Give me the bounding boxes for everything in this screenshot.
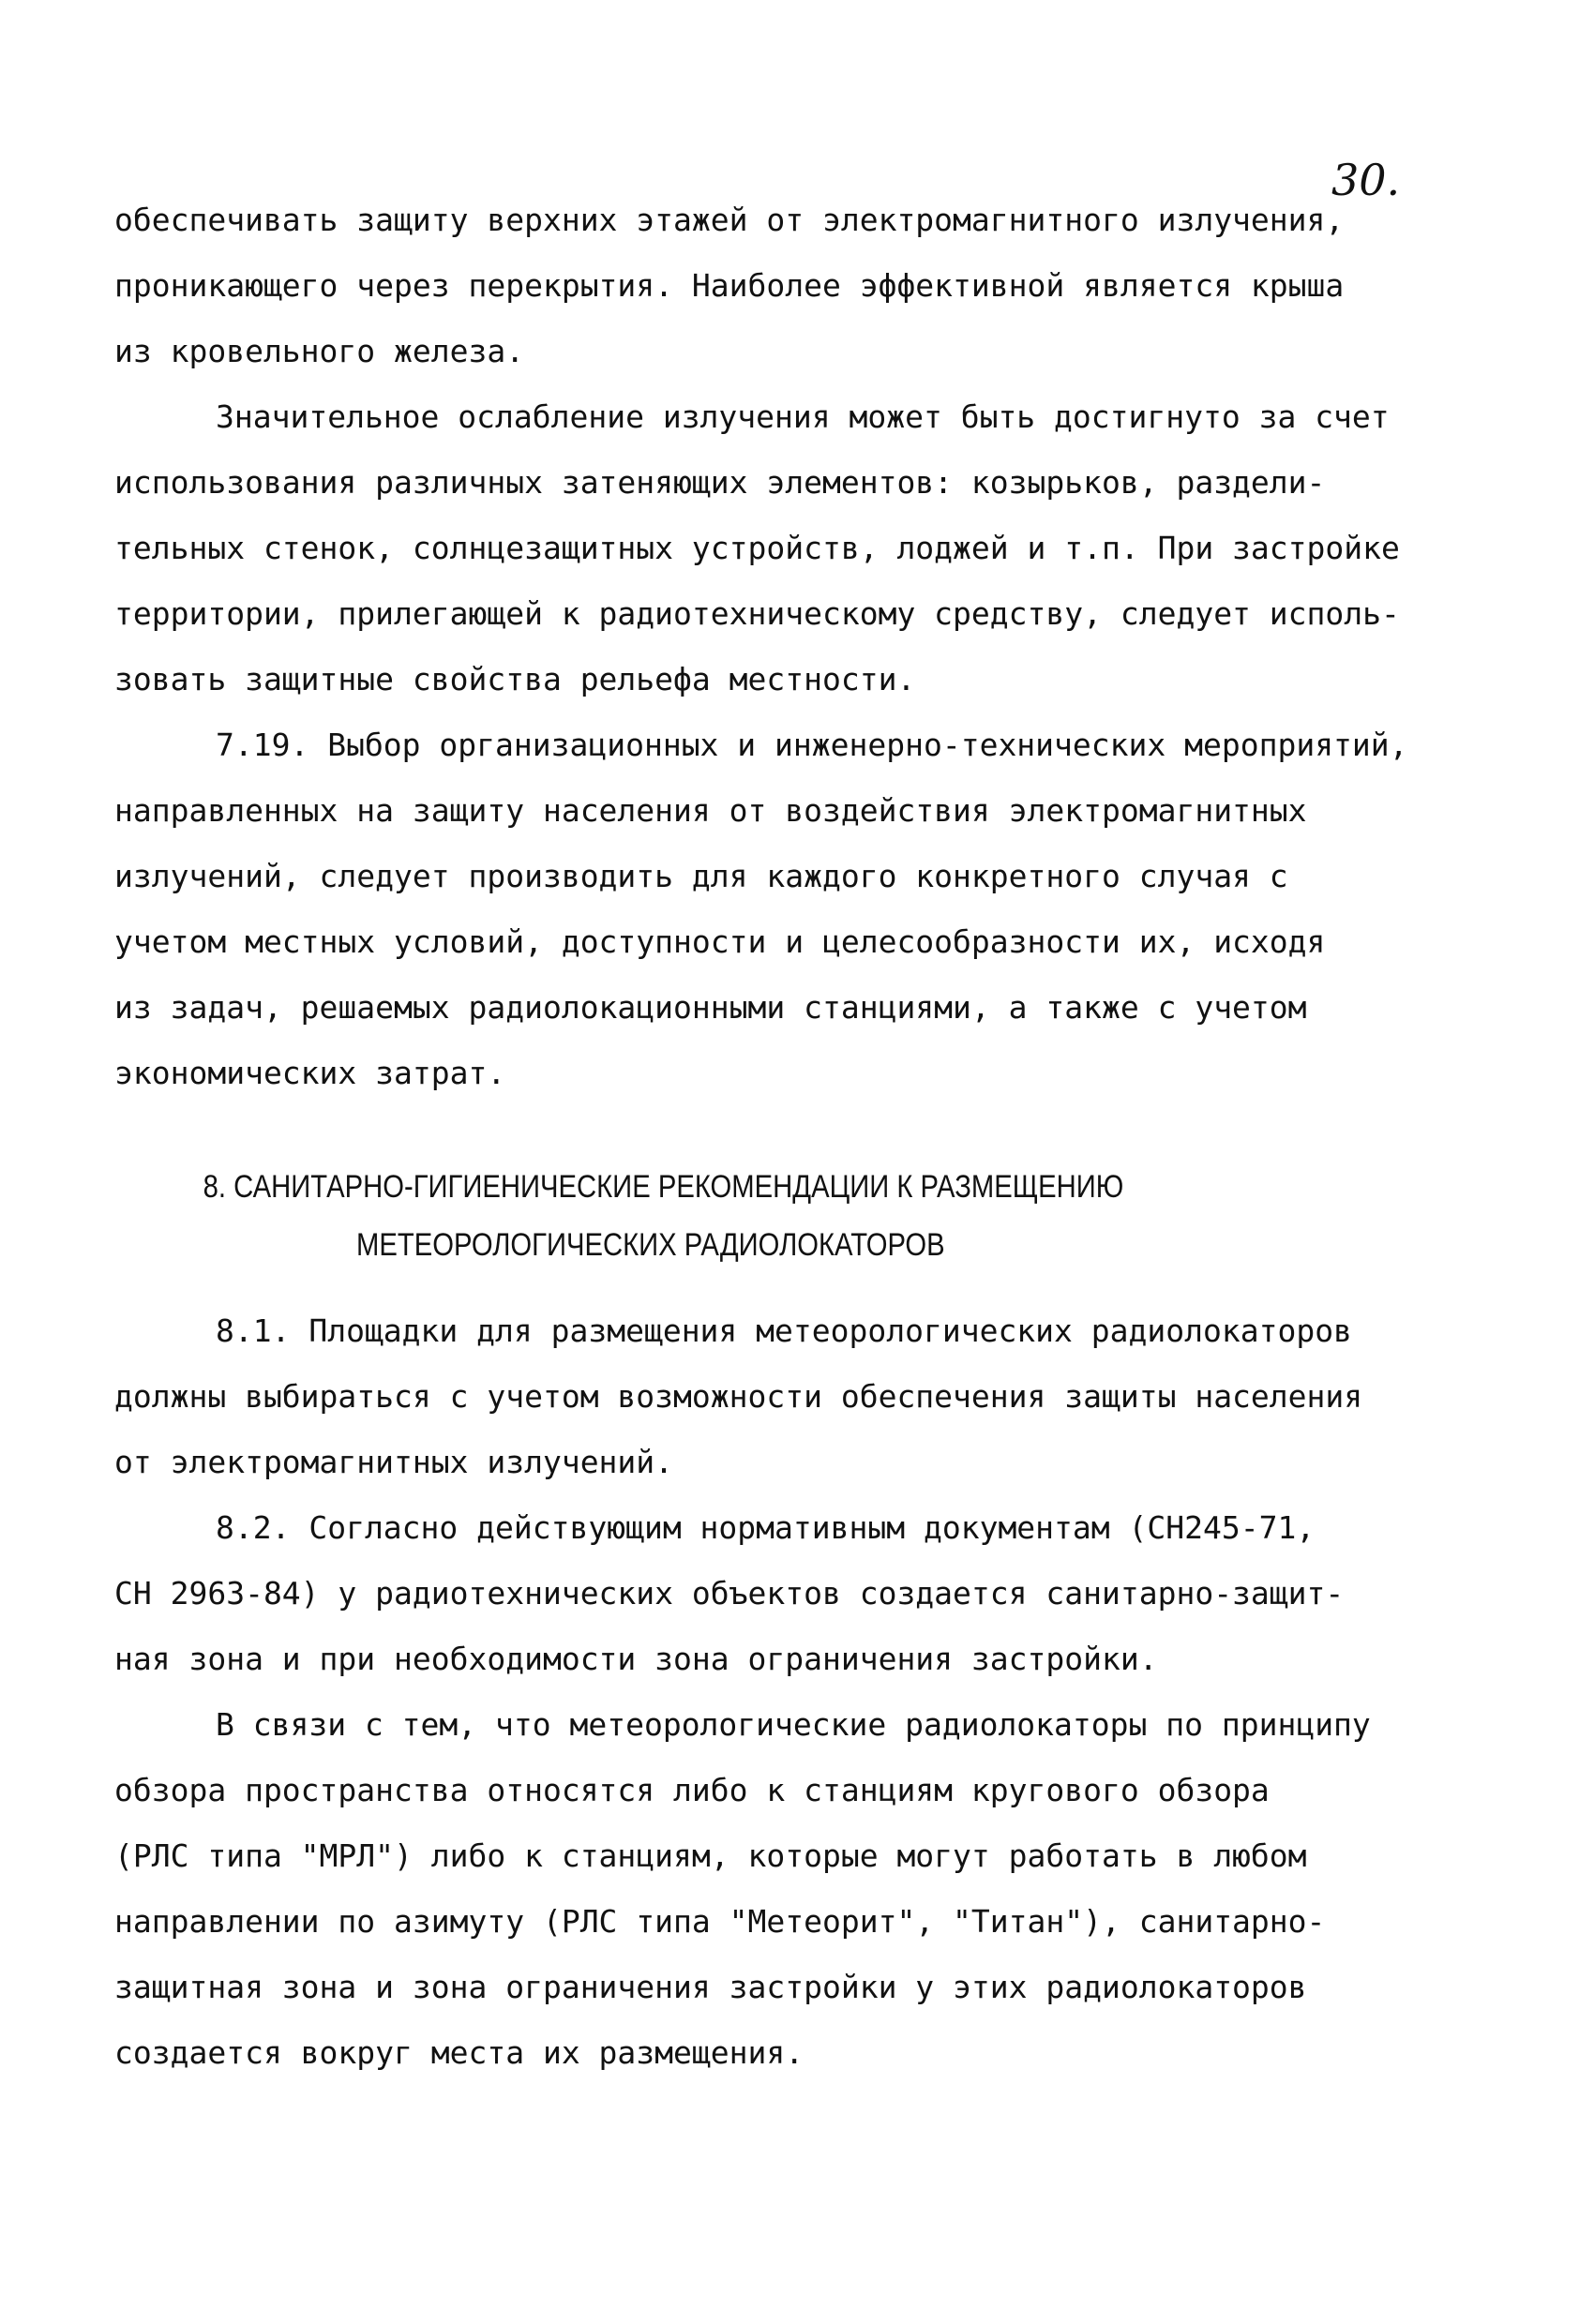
text-line: защитная зона и зона ограничения застройки у этих радиолокаторов — [114, 1969, 1307, 2005]
page-number: 30. — [1331, 155, 1401, 205]
text-line: от электромагнитных излучений. — [114, 1444, 674, 1480]
text-line: территории, прилегающей к радиотехническому средству, следует исполь- — [114, 595, 1400, 632]
section-8-heading — [114, 1158, 1483, 1274]
clause-8-1: 8.1. Площадки для размещения метеорологических радиолокаторов — [216, 1312, 1352, 1349]
text-line: экономических затрат. — [114, 1055, 506, 1091]
paragraph-start: В связи с тем, что метеорологические радиолокаторы по принципу — [216, 1706, 1371, 1743]
text-line: должны выбираться с учетом возможности обеспечения защиты населения — [114, 1378, 1363, 1415]
text-line: зовать защитные свойства рельефа местности. — [114, 661, 916, 697]
text-line: направлении по азимуту (РЛС типа "Метеорит", "Титан"), санитарно- — [114, 1903, 1326, 1940]
text-line: направленных на защиту населения от воздействия электромагнитных — [114, 792, 1307, 829]
clause-7-19: 7.19. Выбор организационных и инженерно-технических мероприятий, — [216, 727, 1408, 763]
text-line: излучений, следует производить для каждого конкретного случая с — [114, 858, 1288, 894]
text-line: проникающего через перекрытия. Наиболее эффективной является крыша — [114, 267, 1345, 304]
section-heading-line-1: 8. САНИТАРНО-ГИГИЕНИЧЕСКИЕ РЕКОМЕНДАЦИИ К РАЗМЕЩЕНИЮ — [203, 1169, 1124, 1205]
text-line: учетом местных условий, доступности и целесообразности их, исходя — [114, 923, 1326, 960]
text-line: обеспечивать защиту верхних этажей от электромагнитного излучения, — [114, 202, 1345, 238]
text-line: ная зона и при необходимости зона ограничения застройки. — [114, 1641, 1158, 1677]
text-line: использования различных затеняющих элементов: козырьков, раздели- — [114, 464, 1326, 501]
text-line: из задач, решаемых радиолокационными станциями, а также с учетом — [114, 989, 1307, 1026]
body-text-section-8 — [114, 1298, 1483, 2086]
paragraph-start: Значительное ослабление излучения может быть достигнуто за счет — [216, 398, 1390, 435]
text-line: обзора пространства относятся либо к станциям кругового обзора — [114, 1772, 1270, 1808]
text-line: из кровельного железа. — [114, 333, 525, 369]
body-text-section-7 — [114, 187, 1483, 1106]
section-heading-line-2: МЕТЕОРОЛОГИЧЕСКИХ РАДИОЛОКАТОРОВ — [356, 1227, 945, 1263]
text-line: (РЛС типа "МРЛ") либо к станциям, которые могут работать в любом — [114, 1837, 1307, 1874]
text-line: СН 2963-84) у радиотехнических объектов создается санитарно-защит- — [114, 1575, 1345, 1612]
text-line: тельных стенок, солнцезащитных устройств, лоджей и т.п. При застройке — [114, 530, 1400, 566]
text-line: создается вокруг места их размещения. — [114, 2034, 805, 2071]
clause-8-2: 8.2. Согласно действующим нормативным документам (СН245-71, — [216, 1509, 1316, 1546]
